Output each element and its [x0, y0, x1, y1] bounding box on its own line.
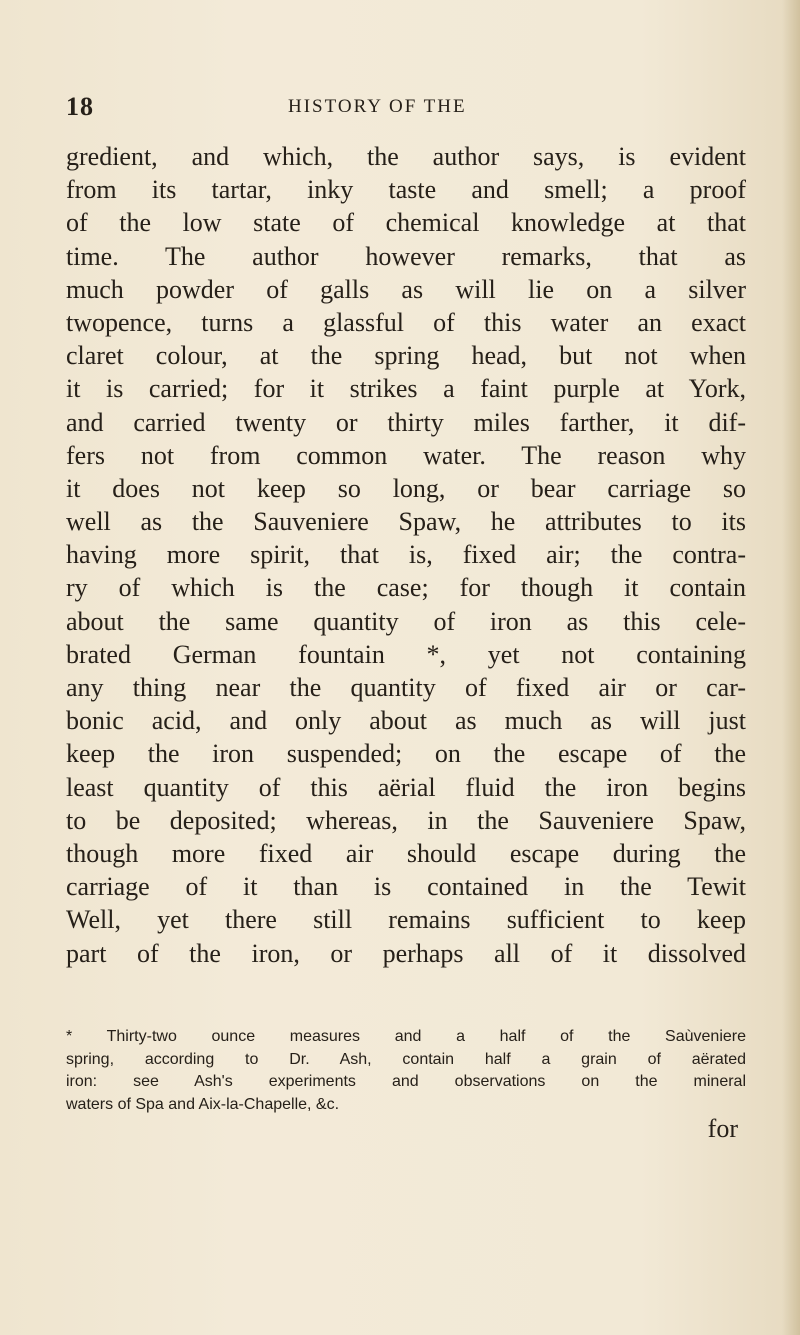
text-line: ry of which is the case; for though it contain: [66, 573, 746, 603]
page-number: 18: [66, 92, 94, 121]
text-line: much powder of galls as will lie on a silver: [66, 274, 746, 304]
text-line: to be deposited; whereas, in the Sauveniere Spaw,: [66, 805, 746, 835]
text-line: twopence, turns a glassful of this water an exact: [66, 307, 746, 337]
text-line: well as the Sauveniere Spaw, he attributes to its: [66, 507, 746, 537]
text-line: it is carried; for it strikes a faint purple at York,: [66, 374, 746, 404]
footnote: [66, 1026, 746, 1116]
footnote-line: iron: see Ash's experiments and observations on the mineral: [66, 1073, 746, 1090]
text-line: time. The author however remarks, that as: [66, 241, 746, 271]
text-line: though more fixed air should escape during the: [66, 838, 746, 868]
text-line: fers not from common water. The reason why: [66, 440, 746, 470]
text-line: gredient, and which, the author says, is evident: [66, 142, 746, 171]
text-line: about the same quantity of iron as this cele-: [66, 606, 746, 636]
page-header: [66, 92, 746, 122]
text-line: and carried twenty or thirty miles farther, it dif-: [66, 407, 746, 437]
text-line: Well, yet there still remains sufficient to keep: [66, 905, 746, 935]
body-text: [66, 140, 746, 970]
text-line: of the low state of chemical knowledge at that: [66, 208, 746, 238]
text-line: keep the iron suspended; on the escape of the: [66, 739, 746, 769]
running-head: HISTORY OF THE: [288, 96, 467, 117]
text-line: it does not keep so long, or bear carriage so: [66, 473, 746, 503]
footnote-line: * Thirty-two ounce measures and a half of the Saùveniere: [66, 1028, 746, 1045]
text-line: carriage of it than is contained in the Tewit: [66, 872, 746, 902]
text-line: any thing near the quantity of fixed air or car-: [66, 673, 746, 702]
text-line: from its tartar, inky taste and smell; a proof: [66, 175, 746, 205]
catchword: for: [707, 1114, 738, 1143]
text-line: least quantity of this aërial fluid the iron begins: [66, 772, 746, 802]
page-edge-shadow: [782, 0, 800, 1335]
footnote-line: waters of Spa and Aix-la-Chapelle, &c.: [66, 1095, 340, 1113]
text-line: claret colour, at the spring head, but not when: [66, 341, 746, 371]
text-line: bonic acid, and only about as much as will just: [66, 706, 746, 736]
text-line: brated German fountain *, yet not containing: [66, 639, 746, 669]
text-line: having more spirit, that is, fixed air; the contra-: [66, 540, 746, 570]
footnote-line: spring, according to Dr. Ash, contain half a grain of aërated: [66, 1050, 746, 1068]
text-line: part of the iron, or perhaps all of it dissolved: [66, 938, 746, 968]
